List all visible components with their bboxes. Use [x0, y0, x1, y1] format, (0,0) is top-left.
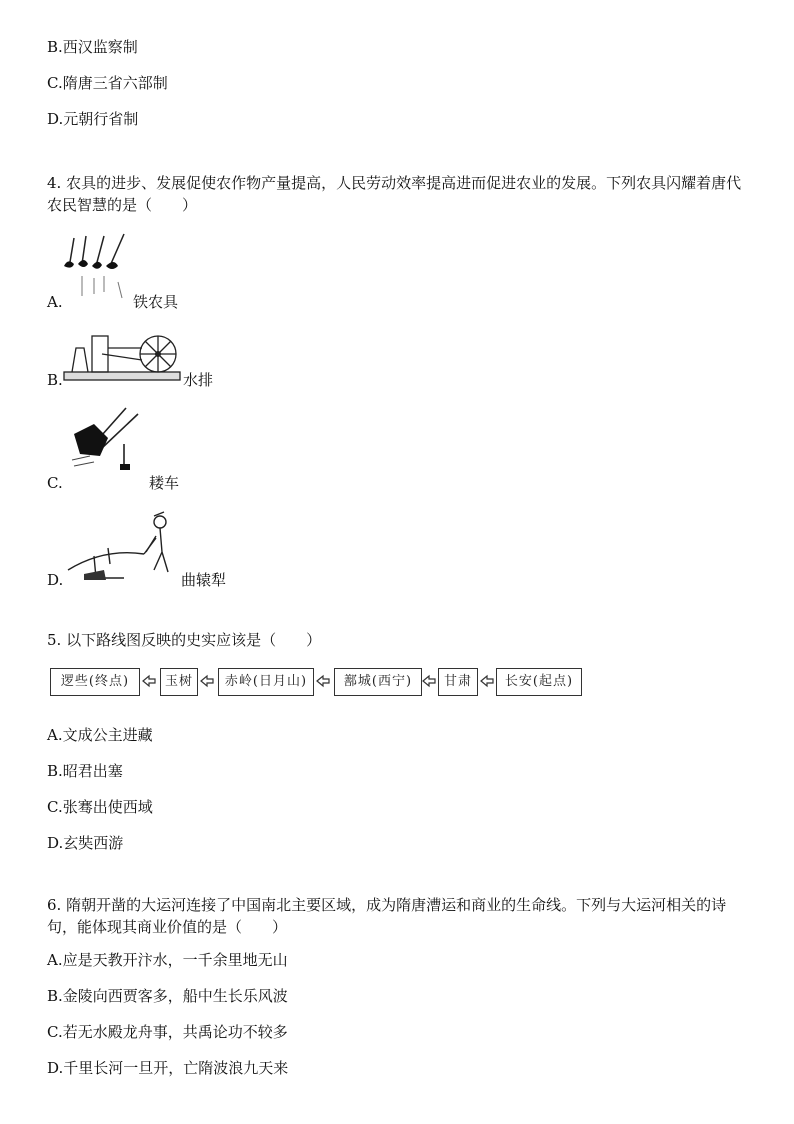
- route-stop-changan: 长安(起点): [496, 668, 582, 696]
- q6-option-d: D.千里长河一旦开，亡隋波浪九天来: [47, 1059, 289, 1077]
- route-stop-shancheng: 鄯城(西宁): [334, 668, 422, 696]
- q6-option-c: C.若无水殿龙舟事，共禹论功不较多: [47, 1023, 288, 1041]
- left-arrow-icon: [316, 674, 330, 688]
- q4-option-b-label: B.: [47, 371, 63, 389]
- q5-stem: 5. 以下路线图反映的史实应该是（ ）: [47, 631, 322, 649]
- curved-plough-illustration: [64, 508, 182, 588]
- water-bellows-illustration: [62, 328, 182, 384]
- left-arrow-icon: [480, 674, 494, 688]
- seed-drill-illustration: [64, 404, 144, 474]
- q4-option-c-label: C.: [47, 474, 63, 492]
- route-stop-chiling: 赤岭(日月山): [218, 668, 314, 696]
- q5-option-b: B.昭君出塞: [47, 762, 123, 780]
- left-arrow-icon: [200, 674, 214, 688]
- q5-option-c: C.张骞出使西域: [47, 798, 153, 816]
- iron-tools-illustration: [60, 232, 132, 312]
- route-stop-lhasa: 逻些(终点): [50, 668, 140, 696]
- q6-stem: 6. 隋朝开凿的大运河连接了中国南北主要区域，成为隋唐漕运和商业的生命线。下列与大运河相关的诗句，能体现其商业价值的是（ ）: [47, 896, 727, 936]
- q4-stem: 4. 农具的进步、发展促使农作物产量提高，人民劳动效率提高进而促进农业的发展。下列农具闪耀着唐代农民智慧的是（ ）: [47, 174, 742, 214]
- q4-option-a-label: A.: [47, 293, 63, 311]
- q3-option-d: D.元朝行省制: [47, 110, 139, 128]
- q3-option-c: C.隋唐三省六部制: [47, 74, 168, 92]
- left-arrow-icon: [142, 674, 156, 688]
- left-arrow-icon: [422, 674, 436, 688]
- q5-option-a: A.文成公主进藏: [47, 726, 153, 744]
- q3-option-b: B.西汉监察制: [47, 38, 138, 56]
- q4-option-d-name: 曲辕犁: [181, 571, 227, 589]
- q4-option-b-name: 水排: [183, 371, 214, 389]
- q4-option-d-label: D.: [47, 571, 64, 589]
- route-stop-gansu: 甘肃: [438, 668, 478, 696]
- q6-option-a: A.应是天教开汴水，一千余里地无山: [47, 951, 288, 969]
- q4-option-a-name: 铁农具: [133, 293, 179, 311]
- route-stop-yushu: 玉树: [160, 668, 198, 696]
- q4-option-c-name: 耧车: [149, 474, 180, 492]
- q5-option-d: D.玄奘西游: [47, 834, 124, 852]
- q6-option-b: B.金陵向西贾客多，船中生长乐风波: [47, 987, 288, 1005]
